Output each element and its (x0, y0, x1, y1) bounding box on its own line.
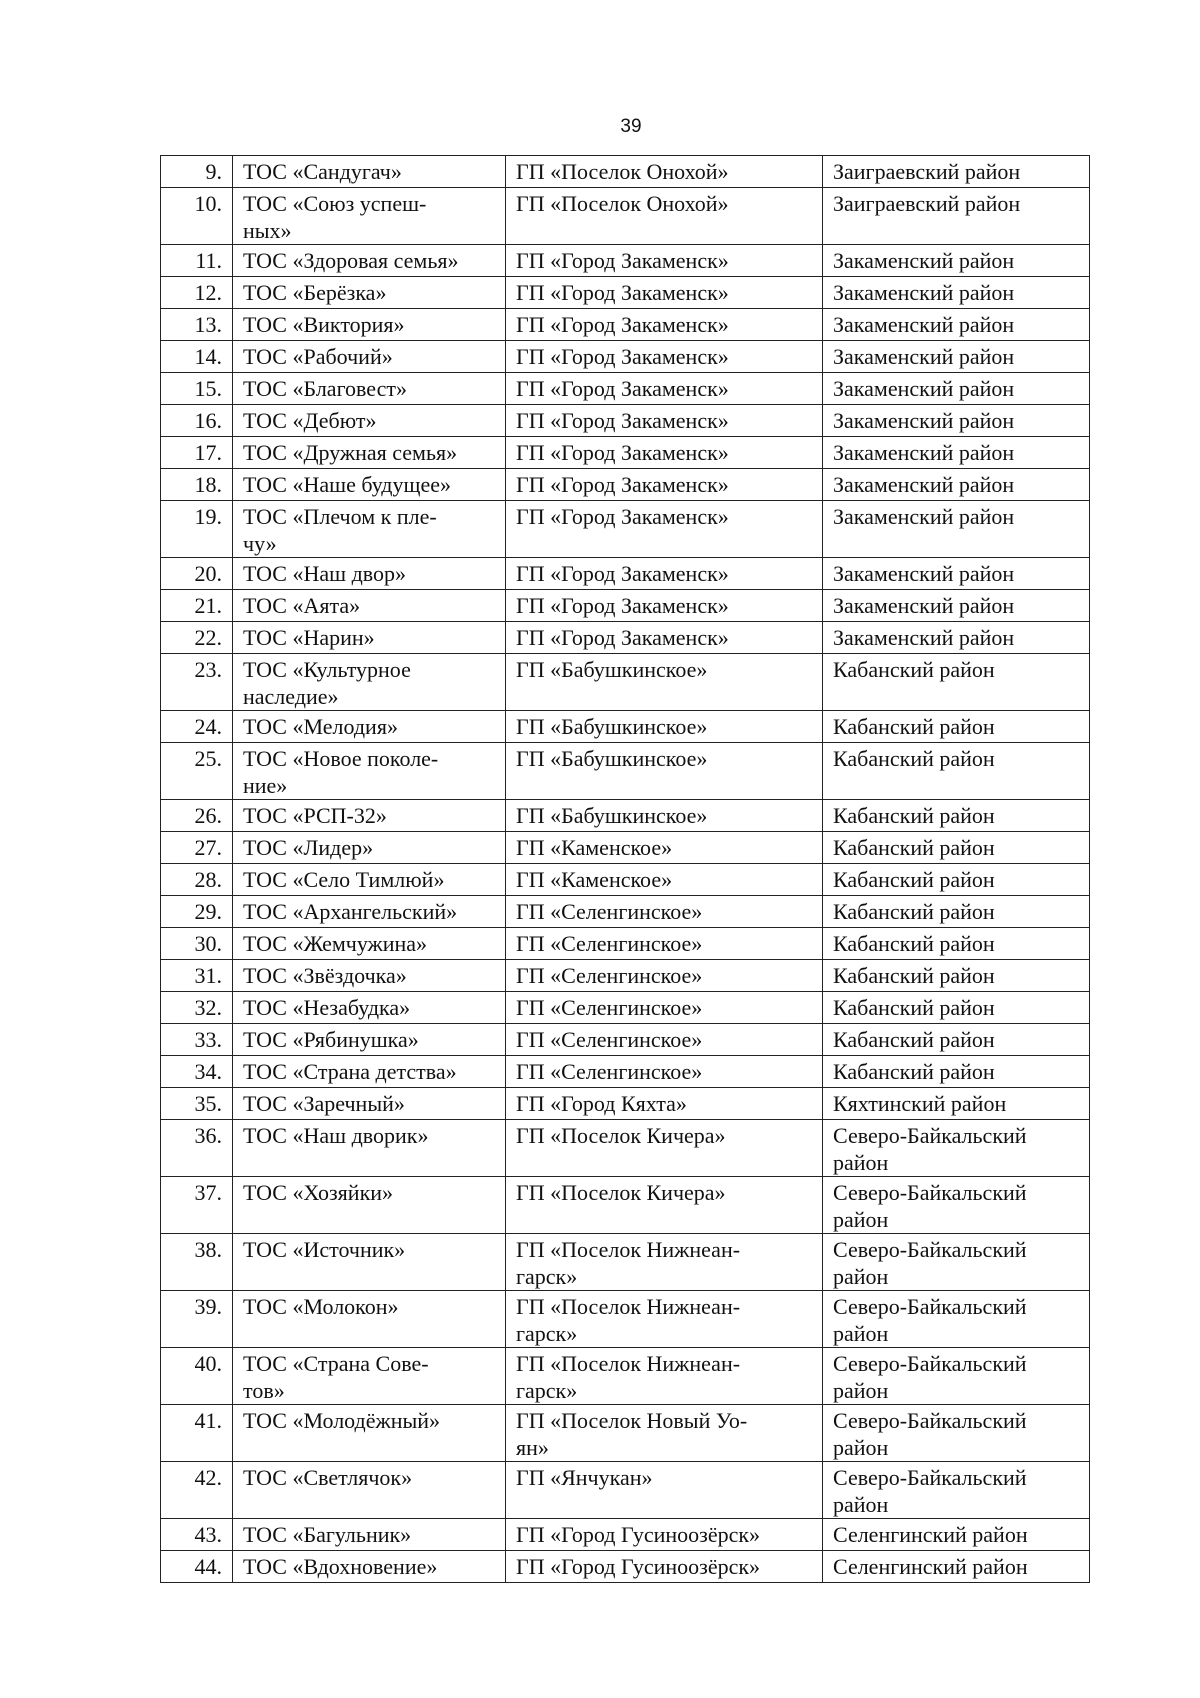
row-number-cell: 9. (161, 156, 233, 188)
district-cell: Кабанский район (823, 992, 1090, 1024)
district-cell: Кабанский район (823, 896, 1090, 928)
table-row (161, 1120, 1090, 1177)
row-number-cell: 30. (161, 928, 233, 960)
settlement-cell: ГП «Город Гусиноозёрск» (506, 1519, 823, 1551)
tos-name-cell: ТОС «Хозяйки» (233, 1177, 506, 1234)
tos-name-cell: ТОС «Светлячок» (233, 1462, 506, 1519)
tos-name-cell: ТОС «Рабочий» (233, 341, 506, 373)
row-number-cell: 44. (161, 1551, 233, 1583)
settlement-cell: ГП «Город Закаменск» (506, 341, 823, 373)
tos-name-cell: ТОС «Незабудка» (233, 992, 506, 1024)
settlement-cell: ГП «Бабушкинское» (506, 711, 823, 743)
settlement-cell: ГП «Поселок Нижнеан- гарск» (506, 1348, 823, 1405)
row-number-cell: 42. (161, 1462, 233, 1519)
table-row (161, 1234, 1090, 1291)
district-cell: Закаменский район (823, 469, 1090, 501)
tos-name-cell: ТОС «Нарин» (233, 622, 506, 654)
district-cell: Закаменский район (823, 405, 1090, 437)
table-row (161, 245, 1090, 277)
table-row (161, 341, 1090, 373)
row-number-cell: 15. (161, 373, 233, 405)
district-cell: Кабанский район (823, 832, 1090, 864)
table-row (161, 1519, 1090, 1551)
tos-name-cell: ТОС «Рябинушка» (233, 1024, 506, 1056)
settlement-cell: ГП «Город Кяхта» (506, 1088, 823, 1120)
table-row (161, 1462, 1090, 1519)
table-row (161, 1291, 1090, 1348)
district-cell: Закаменский район (823, 622, 1090, 654)
row-number-cell: 37. (161, 1177, 233, 1234)
settlement-cell: ГП «Селенгинское» (506, 992, 823, 1024)
district-cell: Селенгинский район (823, 1519, 1090, 1551)
settlement-cell: ГП «Каменское» (506, 864, 823, 896)
table-row (161, 309, 1090, 341)
row-number-cell: 28. (161, 864, 233, 896)
table-row (161, 864, 1090, 896)
settlement-cell: ГП «Поселок Нижнеан- гарск» (506, 1234, 823, 1291)
table-row (161, 622, 1090, 654)
row-number-cell: 20. (161, 558, 233, 590)
row-number-cell: 39. (161, 1291, 233, 1348)
table-row (161, 1088, 1090, 1120)
district-cell: Кяхтинский район (823, 1088, 1090, 1120)
settlement-cell: ГП «Город Закаменск» (506, 373, 823, 405)
district-cell: Северо-Байкальский район (823, 1234, 1090, 1291)
row-number-cell: 40. (161, 1348, 233, 1405)
tos-name-cell: ТОС «Новое поколе- ние» (233, 743, 506, 800)
district-cell: Закаменский район (823, 373, 1090, 405)
tos-name-cell: ТОС «Аята» (233, 590, 506, 622)
district-cell: Кабанский район (823, 711, 1090, 743)
table-row (161, 711, 1090, 743)
district-cell: Кабанский район (823, 1056, 1090, 1088)
tos-name-cell: ТОС «Заречный» (233, 1088, 506, 1120)
tos-name-cell: ТОС «Багульник» (233, 1519, 506, 1551)
tos-name-cell: ТОС «Сандугач» (233, 156, 506, 188)
district-cell: Кабанский район (823, 800, 1090, 832)
row-number-cell: 36. (161, 1120, 233, 1177)
settlement-cell: ГП «Бабушкинское» (506, 654, 823, 711)
settlement-cell: ГП «Город Закаменск» (506, 437, 823, 469)
tos-name-cell: ТОС «Союз успеш- ных» (233, 188, 506, 245)
district-cell: Кабанский район (823, 1024, 1090, 1056)
district-cell: Закаменский район (823, 277, 1090, 309)
settlement-cell: ГП «Поселок Кичера» (506, 1177, 823, 1234)
row-number-cell: 14. (161, 341, 233, 373)
settlement-cell: ГП «Поселок Кичера» (506, 1120, 823, 1177)
settlement-cell: ГП «Поселок Новый Уо- ян» (506, 1405, 823, 1462)
table-row (161, 1024, 1090, 1056)
settlement-cell: ГП «Город Закаменск» (506, 501, 823, 558)
settlement-cell: ГП «Поселок Онохой» (506, 188, 823, 245)
row-number-cell: 22. (161, 622, 233, 654)
row-number-cell: 41. (161, 1405, 233, 1462)
row-number-cell: 18. (161, 469, 233, 501)
tos-name-cell: ТОС «Наш дворик» (233, 1120, 506, 1177)
table-row (161, 373, 1090, 405)
table-row (161, 469, 1090, 501)
tos-name-cell: ТОС «Здоровая семья» (233, 245, 506, 277)
table-row (161, 992, 1090, 1024)
page-number: 39 (620, 116, 642, 137)
tos-name-cell: ТОС «Плечом к пле- чу» (233, 501, 506, 558)
table-row (161, 743, 1090, 800)
table-row (161, 896, 1090, 928)
row-number-cell: 16. (161, 405, 233, 437)
row-number-cell: 23. (161, 654, 233, 711)
district-cell: Северо-Байкальский район (823, 1405, 1090, 1462)
settlement-cell: ГП «Янчукан» (506, 1462, 823, 1519)
tos-name-cell: ТОС «Звёздочка» (233, 960, 506, 992)
district-cell: Кабанский район (823, 960, 1090, 992)
row-number-cell: 25. (161, 743, 233, 800)
settlement-cell: ГП «Город Закаменск» (506, 309, 823, 341)
row-number-cell: 26. (161, 800, 233, 832)
settlement-cell: ГП «Поселок Нижнеан- гарск» (506, 1291, 823, 1348)
table-row (161, 590, 1090, 622)
row-number-cell: 24. (161, 711, 233, 743)
tos-table (160, 155, 1090, 1583)
district-cell: Северо-Байкальский район (823, 1348, 1090, 1405)
district-cell: Закаменский район (823, 558, 1090, 590)
district-cell: Заиграевский район (823, 188, 1090, 245)
district-cell: Северо-Байкальский район (823, 1291, 1090, 1348)
settlement-cell: ГП «Каменское» (506, 832, 823, 864)
settlement-cell: ГП «Город Закаменск» (506, 622, 823, 654)
settlement-cell: ГП «Город Закаменск» (506, 405, 823, 437)
settlement-cell: ГП «Селенгинское» (506, 1056, 823, 1088)
tos-name-cell: ТОС «Наш двор» (233, 558, 506, 590)
table-row (161, 928, 1090, 960)
row-number-cell: 11. (161, 245, 233, 277)
settlement-cell: ГП «Поселок Онохой» (506, 156, 823, 188)
district-cell: Закаменский район (823, 341, 1090, 373)
tos-name-cell: ТОС «Страна Сове- тов» (233, 1348, 506, 1405)
district-cell: Закаменский район (823, 501, 1090, 558)
row-number-cell: 27. (161, 832, 233, 864)
row-number-cell: 29. (161, 896, 233, 928)
row-number-cell: 43. (161, 1519, 233, 1551)
settlement-cell: ГП «Селенгинское» (506, 928, 823, 960)
table-row (161, 558, 1090, 590)
district-cell: Заиграевский район (823, 156, 1090, 188)
table-row (161, 437, 1090, 469)
settlement-cell: ГП «Селенгинское» (506, 896, 823, 928)
tos-name-cell: ТОС «Страна детства» (233, 1056, 506, 1088)
table-body (161, 156, 1090, 1583)
row-number-cell: 31. (161, 960, 233, 992)
district-cell: Селенгинский район (823, 1551, 1090, 1583)
row-number-cell: 35. (161, 1088, 233, 1120)
tos-name-cell: ТОС «Культурное наследие» (233, 654, 506, 711)
table-row (161, 1405, 1090, 1462)
tos-name-cell: ТОС «Наше будущее» (233, 469, 506, 501)
table-row (161, 1177, 1090, 1234)
district-cell: Закаменский район (823, 437, 1090, 469)
row-number-cell: 32. (161, 992, 233, 1024)
district-cell: Закаменский район (823, 590, 1090, 622)
settlement-cell: ГП «Город Закаменск» (506, 590, 823, 622)
row-number-cell: 34. (161, 1056, 233, 1088)
tos-name-cell: ТОС «Дебют» (233, 405, 506, 437)
settlement-cell: ГП «Город Гусиноозёрск» (506, 1551, 823, 1583)
table-row (161, 277, 1090, 309)
row-number-cell: 19. (161, 501, 233, 558)
row-number-cell: 13. (161, 309, 233, 341)
tos-name-cell: ТОС «Мелодия» (233, 711, 506, 743)
district-cell: Закаменский район (823, 309, 1090, 341)
tos-name-cell: ТОС «Молодёжный» (233, 1405, 506, 1462)
table-row (161, 1551, 1090, 1583)
row-number-cell: 12. (161, 277, 233, 309)
district-cell: Кабанский район (823, 743, 1090, 800)
settlement-cell: ГП «Бабушкинское» (506, 800, 823, 832)
settlement-cell: ГП «Селенгинское» (506, 960, 823, 992)
row-number-cell: 38. (161, 1234, 233, 1291)
settlement-cell: ГП «Город Закаменск» (506, 245, 823, 277)
settlement-cell: ГП «Город Закаменск» (506, 558, 823, 590)
tos-name-cell: ТОС «РСП-32» (233, 800, 506, 832)
district-cell: Северо-Байкальский район (823, 1120, 1090, 1177)
district-cell: Северо-Байкальский район (823, 1177, 1090, 1234)
table-row (161, 800, 1090, 832)
row-number-cell: 10. (161, 188, 233, 245)
settlement-cell: ГП «Бабушкинское» (506, 743, 823, 800)
tos-name-cell: ТОС «Благовест» (233, 373, 506, 405)
table-row (161, 1056, 1090, 1088)
table-row (161, 188, 1090, 245)
table-row (161, 156, 1090, 188)
district-cell: Северо-Байкальский район (823, 1462, 1090, 1519)
tos-name-cell: ТОС «Берёзка» (233, 277, 506, 309)
district-cell: Закаменский район (823, 245, 1090, 277)
table-row (161, 405, 1090, 437)
district-cell: Кабанский район (823, 654, 1090, 711)
settlement-cell: ГП «Город Закаменск» (506, 469, 823, 501)
table-row (161, 654, 1090, 711)
tos-name-cell: ТОС «Виктория» (233, 309, 506, 341)
settlement-cell: ГП «Город Закаменск» (506, 277, 823, 309)
tos-name-cell: ТОС «Лидер» (233, 832, 506, 864)
tos-name-cell: ТОС «Источник» (233, 1234, 506, 1291)
table-row (161, 960, 1090, 992)
settlement-cell: ГП «Селенгинское» (506, 1024, 823, 1056)
tos-name-cell: ТОС «Жемчужина» (233, 928, 506, 960)
table-row (161, 1348, 1090, 1405)
table-row (161, 501, 1090, 558)
district-cell: Кабанский район (823, 928, 1090, 960)
tos-name-cell: ТОС «Село Тимлюй» (233, 864, 506, 896)
tos-name-cell: ТОС «Молокон» (233, 1291, 506, 1348)
district-cell: Кабанский район (823, 864, 1090, 896)
row-number-cell: 21. (161, 590, 233, 622)
tos-name-cell: ТОС «Архангельский» (233, 896, 506, 928)
row-number-cell: 17. (161, 437, 233, 469)
tos-name-cell: ТОС «Дружная семья» (233, 437, 506, 469)
table-row (161, 832, 1090, 864)
row-number-cell: 33. (161, 1024, 233, 1056)
tos-name-cell: ТОС «Вдохновение» (233, 1551, 506, 1583)
